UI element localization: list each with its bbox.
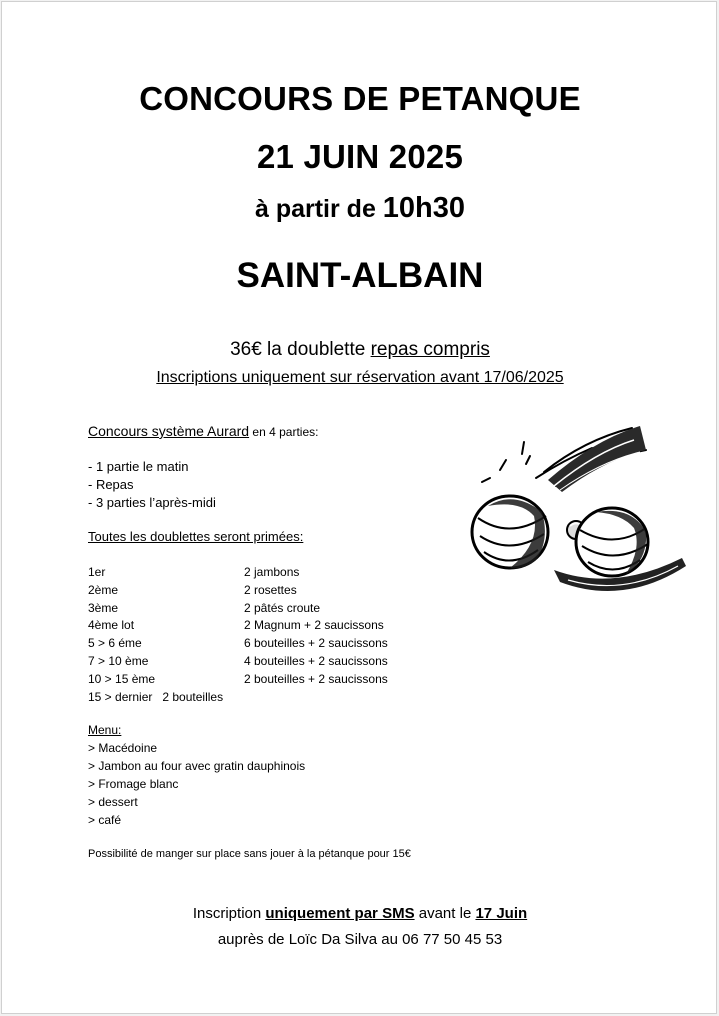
prize-row	[88, 616, 508, 634]
flyer-page	[1, 1, 717, 1014]
prize-value: 2 Magnum + 2 saucissons	[244, 618, 384, 633]
prizes-heading: Toutes les doublettes seront primées:	[88, 529, 304, 544]
prize-rank: 7 > 10 ème	[88, 653, 149, 668]
system-line	[88, 422, 508, 441]
prize-value: 2 jambons	[244, 565, 300, 579]
petanque-balls-icon	[464, 420, 688, 606]
system-label: Concours système Aurard	[88, 423, 250, 439]
inscription-word: Inscription	[192, 905, 262, 922]
prize-row	[88, 670, 508, 688]
prize-row	[88, 581, 508, 599]
deadline-prefix: avant le	[418, 905, 472, 922]
sms-registration-line	[2, 905, 718, 922]
prize-rank: 3ème	[88, 600, 119, 615]
prize-rank: 2ème	[88, 582, 119, 597]
prize-value: 2 rosettes	[244, 582, 297, 597]
prize-row	[88, 634, 508, 652]
prize-rank: 1er	[88, 565, 106, 579]
registration-note-text: Inscriptions uniquement sur réservation avant 17/06/2025	[156, 369, 564, 386]
price: 36€ la doublette	[230, 339, 366, 360]
menu-item: > Jambon au four avec gratin dauphinois	[88, 759, 306, 774]
event-date: 21 JUIN 2025	[256, 138, 464, 175]
prize-row	[88, 563, 508, 581]
prize-value: 2 pâtés croute	[244, 600, 321, 615]
prize-rank: 4ème lot	[88, 618, 135, 633]
schedule-item: - 3 parties l’après-midi	[88, 495, 216, 510]
start-prefix: à partir de	[254, 195, 376, 223]
registration-note	[2, 369, 718, 387]
deadline: 17 Juin	[475, 905, 528, 922]
prize-rank: 5 > 6 éme	[88, 636, 142, 651]
prize-rank: 10 > 15 ème	[88, 671, 156, 686]
schedule-item: - 1 partie le matin	[88, 459, 189, 474]
prize-row	[88, 599, 508, 617]
prize-value: 2 bouteilles + 2 saucissons	[244, 671, 388, 686]
start-time: 10h30	[382, 192, 466, 224]
system-suffix: en 4 parties:	[252, 425, 319, 439]
prize-value: 6 bouteilles + 2 saucissons	[244, 636, 388, 651]
menu-item: > Fromage blanc	[88, 777, 179, 792]
meal-only-note: Possibilité de manger sur place sans jouer à la pétanque pour 15€	[88, 848, 411, 861]
menu-heading: Menu:	[88, 723, 122, 738]
menu-item: > dessert	[88, 795, 138, 810]
prize-last: 15 > dernier 2 bouteilles	[88, 689, 224, 704]
sms-only: uniquement par SMS	[265, 905, 415, 922]
price-line	[2, 339, 718, 361]
prize-row-last	[88, 688, 508, 706]
menu-item: > café	[88, 813, 122, 828]
prize-value: 4 bouteilles + 2 saucissons	[244, 653, 388, 668]
start-time-line	[2, 192, 718, 225]
event-location: SAINT-ALBAIN	[236, 256, 484, 295]
contact-line: auprès de Loïc Da Silva au 06 77 50 45 53	[217, 931, 503, 948]
details-block	[88, 422, 508, 863]
meal-included: repas compris	[370, 339, 490, 360]
prize-row	[88, 652, 508, 670]
prize-list	[88, 563, 508, 705]
event-title: CONCOURS DE PETANQUE	[139, 80, 581, 117]
menu-item: > Macédoine	[88, 741, 158, 756]
schedule-item: - Repas	[88, 477, 134, 492]
